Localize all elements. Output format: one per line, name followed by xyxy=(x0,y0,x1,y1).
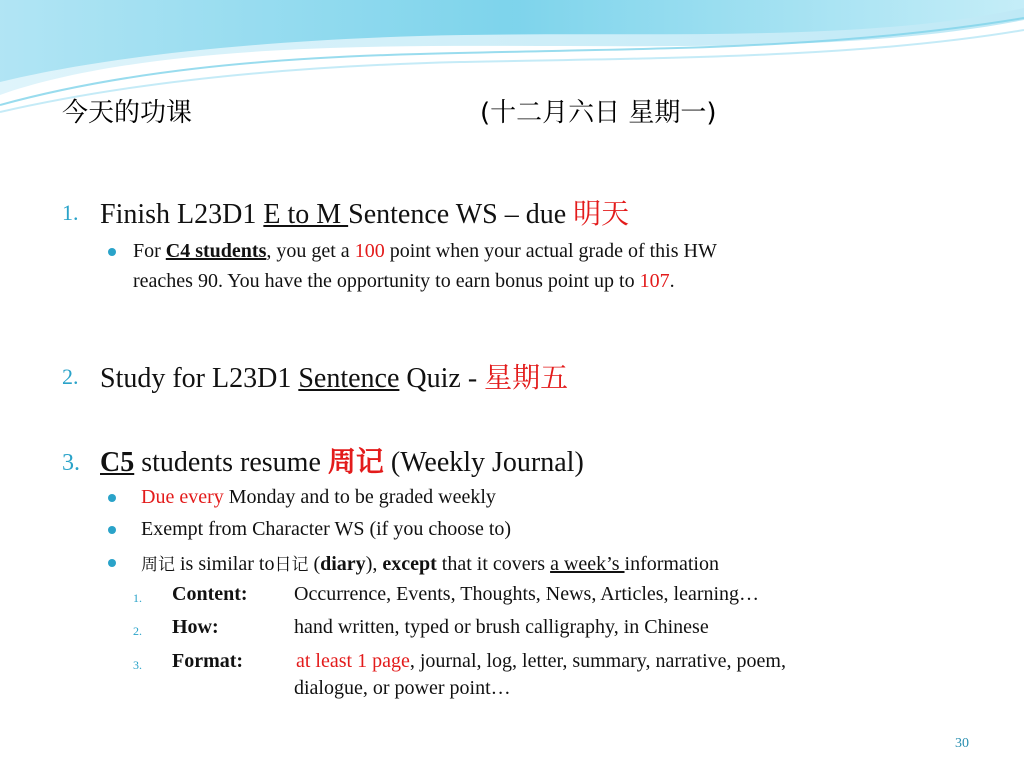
highlight-text: at least 1 page xyxy=(296,650,410,672)
due-label: 星期五 xyxy=(484,361,569,394)
slide-date: (十二月六日 星期一) xyxy=(480,98,717,128)
sub-item-number: 1. xyxy=(133,591,142,605)
sub-item-label: How: xyxy=(172,616,219,638)
underlined-text: a week’s xyxy=(550,553,625,575)
list-item xyxy=(133,240,717,263)
item-text: (Weekly Journal) xyxy=(383,447,584,478)
item-number: 3. xyxy=(62,450,80,476)
item-text: students resume xyxy=(134,447,328,478)
bullet-dot xyxy=(108,559,116,567)
emphasis-text: diary xyxy=(320,553,366,575)
sub-item-text: , journal, log, letter, summary, narrative, poem, xyxy=(409,650,786,672)
item-text: Study for L23D1 xyxy=(100,363,299,394)
sub-item-text: Occurrence, Events, Thoughts, News, Articles, learning… xyxy=(294,583,760,605)
list-item xyxy=(141,550,719,576)
item-underlined: Sentence xyxy=(298,363,400,394)
page-number: 30 xyxy=(955,736,969,751)
sub-list-item-continuation xyxy=(294,677,511,700)
bullet-text: point when your actual grade of this HW xyxy=(384,240,717,262)
sub-item-label: Content: xyxy=(172,583,248,605)
list-item xyxy=(141,518,511,541)
sub-item-label: Format: xyxy=(172,650,244,672)
sub-item-number: 2. xyxy=(133,624,142,638)
item-text: Quiz - xyxy=(399,363,485,394)
bullet-text: , you get a xyxy=(266,240,355,262)
highlight-text: 周记 xyxy=(327,445,384,478)
bullet-dot xyxy=(108,526,116,534)
item-underlined: E to M xyxy=(263,199,349,230)
bullet-text: Monday and to be graded weekly xyxy=(223,486,496,508)
bullet-dot xyxy=(108,494,116,502)
highlight-text: 100 xyxy=(354,240,385,262)
highlight-text: 107 xyxy=(639,270,670,292)
bullet-dot xyxy=(108,248,116,256)
emphasis-text: C4 students xyxy=(165,240,267,262)
bullet-text: For xyxy=(133,240,166,262)
bullet-text: ( xyxy=(308,553,321,575)
item-text: Sentence WS – due xyxy=(348,199,574,230)
due-label: 明天 xyxy=(573,197,630,230)
highlight-text: Due every xyxy=(141,486,224,508)
bullet-text: that it covers xyxy=(436,553,551,575)
bullet-text: ), xyxy=(365,553,383,575)
item-number: 1. xyxy=(62,200,79,225)
slide-title: 今天的功课 xyxy=(62,98,193,128)
bullet-text: is similar to xyxy=(175,553,275,575)
bullet-text: 周记 xyxy=(141,555,175,575)
bullet-text: Exempt from Character WS (if you choose to) xyxy=(141,518,512,540)
sub-item-text: dialogue, or power point… xyxy=(294,677,511,699)
item-number: 2. xyxy=(62,364,79,389)
item-text: Finish L23D1 xyxy=(100,199,264,230)
bullet-text: 日记 xyxy=(274,555,309,575)
bullet-text: reaches 90. You have the opportunity to earn bonus point up to xyxy=(133,270,640,292)
bullet-text: information xyxy=(624,553,719,575)
list-item xyxy=(141,486,496,509)
bullet-text: . xyxy=(669,270,675,292)
emphasis-text: except xyxy=(382,553,437,575)
emphasis-text: C5 xyxy=(100,447,135,478)
list-item-continuation xyxy=(133,270,675,293)
sub-item-number: 3. xyxy=(133,658,142,672)
sub-item-text: hand written, typed or brush calligraphy, in Chinese xyxy=(294,616,709,638)
